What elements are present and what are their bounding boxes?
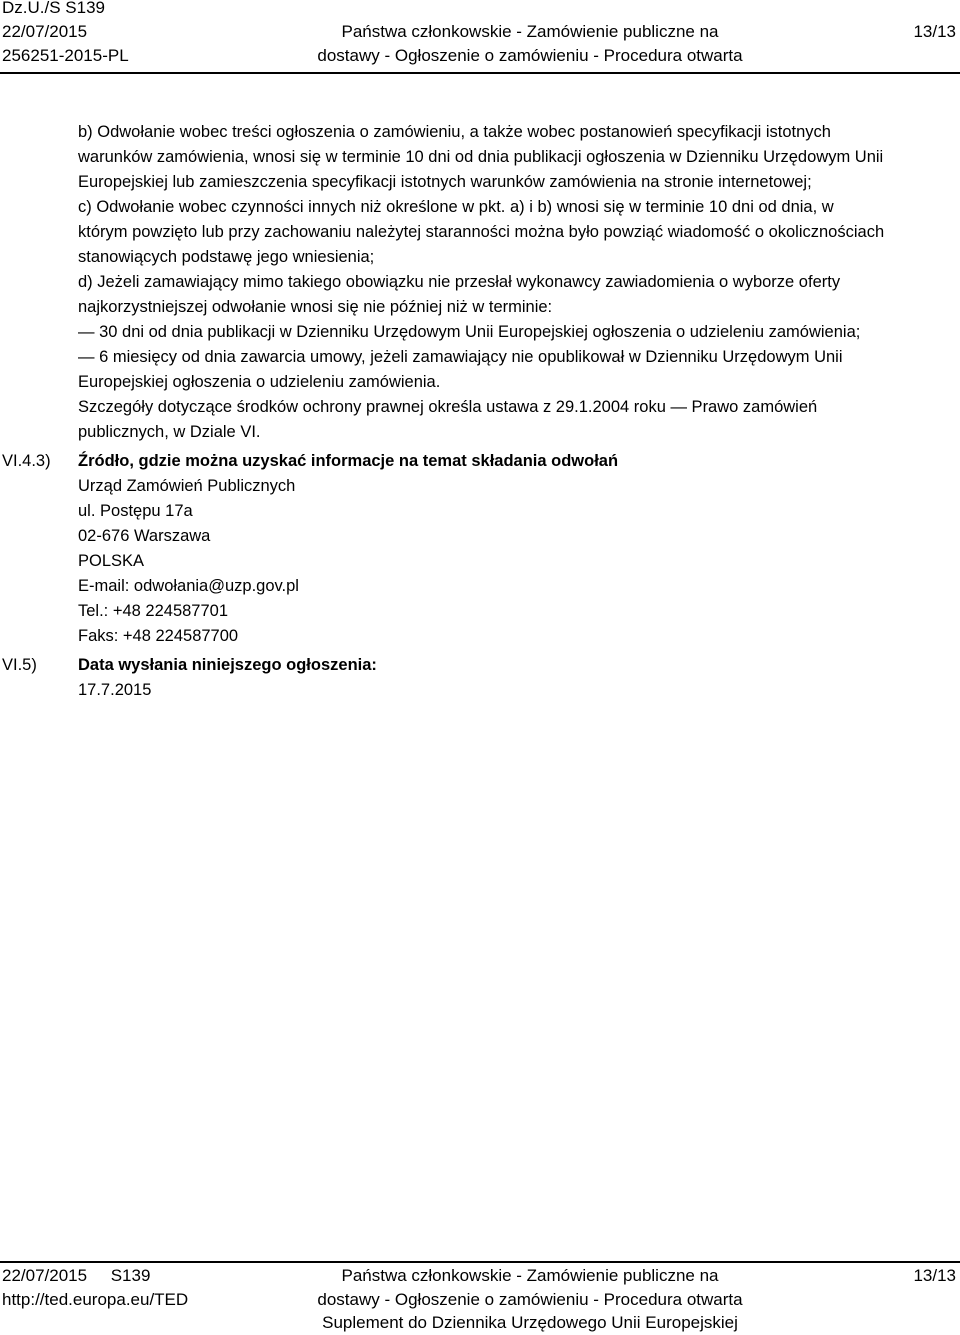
postal-city: 02-676 Warszawa (78, 527, 211, 545)
header-title-line1: Państwa członkowskie - Zamówienie publiczne na (341, 22, 719, 41)
section-title: Źródło, gdzie można uzyskać informacje na temat składania odwołań (78, 452, 619, 470)
text-line: — 6 miesięcy od dnia zawarcia umowy, jeżeli zamawiający nie opublikował w Dzienniku Urzędowym Unii (78, 348, 843, 366)
header-page-number: 13/13 (913, 22, 956, 41)
fax: Faks: +48 224587700 (78, 627, 239, 645)
footer-url: http://ted.europa.eu/TED (2, 1290, 189, 1309)
text-line: c) Odwołanie wobec czynności innych niż określone w pkt. a) i b) wnosi się w terminie 10 dni od dnia, w (78, 198, 834, 216)
text-line: stanowiących podstawę jego wniesienia; (78, 248, 375, 266)
header-date: 22/07/2015 (2, 22, 88, 41)
text-line: najkorzystniejszej odwołanie wnosi się nie później niż w terminie: (78, 298, 553, 316)
text-line: publicznych, w Dziale VI. (78, 423, 261, 441)
street-address: ul. Postępu 17a (78, 502, 193, 520)
text-line: b) Odwołanie wobec treści ogłoszenia o zamówieniu, a także wobec postanowień specyfikacji istotnych (78, 123, 831, 141)
email: E-mail: odwołania@uzp.gov.pl (78, 577, 299, 595)
text-line: Europejskiej ogłoszenia o udzieleniu zamówienia. (78, 373, 441, 391)
country: POLSKA (78, 552, 145, 570)
section-number: VI.5) (2, 656, 37, 674)
text-line: d) Jeżeli zamawiający mimo takiego obowiązku nie przesłał wykonawcy zawiadomienia o wyborze oferty (78, 273, 841, 291)
footer-rule (0, 1261, 960, 1263)
text-line: Europejskiej lub zamieszczenia specyfikacji istotnych warunków zamówienia na stronie internetowej; (78, 173, 812, 191)
dispatch-date: 17.7.2015 (78, 681, 152, 699)
telephone: Tel.: +48 224587701 (78, 602, 229, 620)
organisation-name: Urząd Zamówień Publicznych (78, 477, 296, 495)
text-line: — 30 dni od dnia publikacji w Dzienniku Urzędowym Unii Europejskiej ogłoszenia o udzieleniu zamówienia; (78, 323, 861, 341)
footer-page-number: 13/13 (913, 1266, 956, 1285)
text-line: którym powzięto lub przy zachowaniu należytej staranności można było powziąć wiadomość o okolicznościach (78, 223, 885, 241)
footer-title-line2: dostawy - Ogłoszenie o zamówieniu - Procedura otwarta (317, 1290, 743, 1309)
footer-supplement: Suplement do Dziennika Urzędowego Unii Europejskiej (322, 1313, 738, 1332)
text-line: warunków zamówienia, wnosi się w terminie 10 dni od dnia publikacji ogłoszenia w Dzienniku Urzędowym Unii (78, 148, 884, 166)
text-line: Szczegóły dotyczące środków ochrony prawnej określa ustawa z 29.1.2004 roku — Prawo zamówień (78, 398, 818, 416)
footer-date-ref: 22/07/2015 S139 (2, 1266, 151, 1285)
footer-title-line1: Państwa członkowskie - Zamówienie publiczne na (341, 1266, 719, 1285)
section-title: Data wysłania niniejszego ogłoszenia: (78, 656, 377, 674)
header-rule (0, 72, 960, 74)
section-number: VI.4.3) (2, 452, 51, 470)
journal-ref: Dz.U./S S139 (2, 0, 105, 17)
header-title-line2: dostawy - Ogłoszenie o zamówieniu - Procedura otwarta (317, 46, 743, 65)
notice-number: 256251-2015-PL (2, 46, 129, 65)
